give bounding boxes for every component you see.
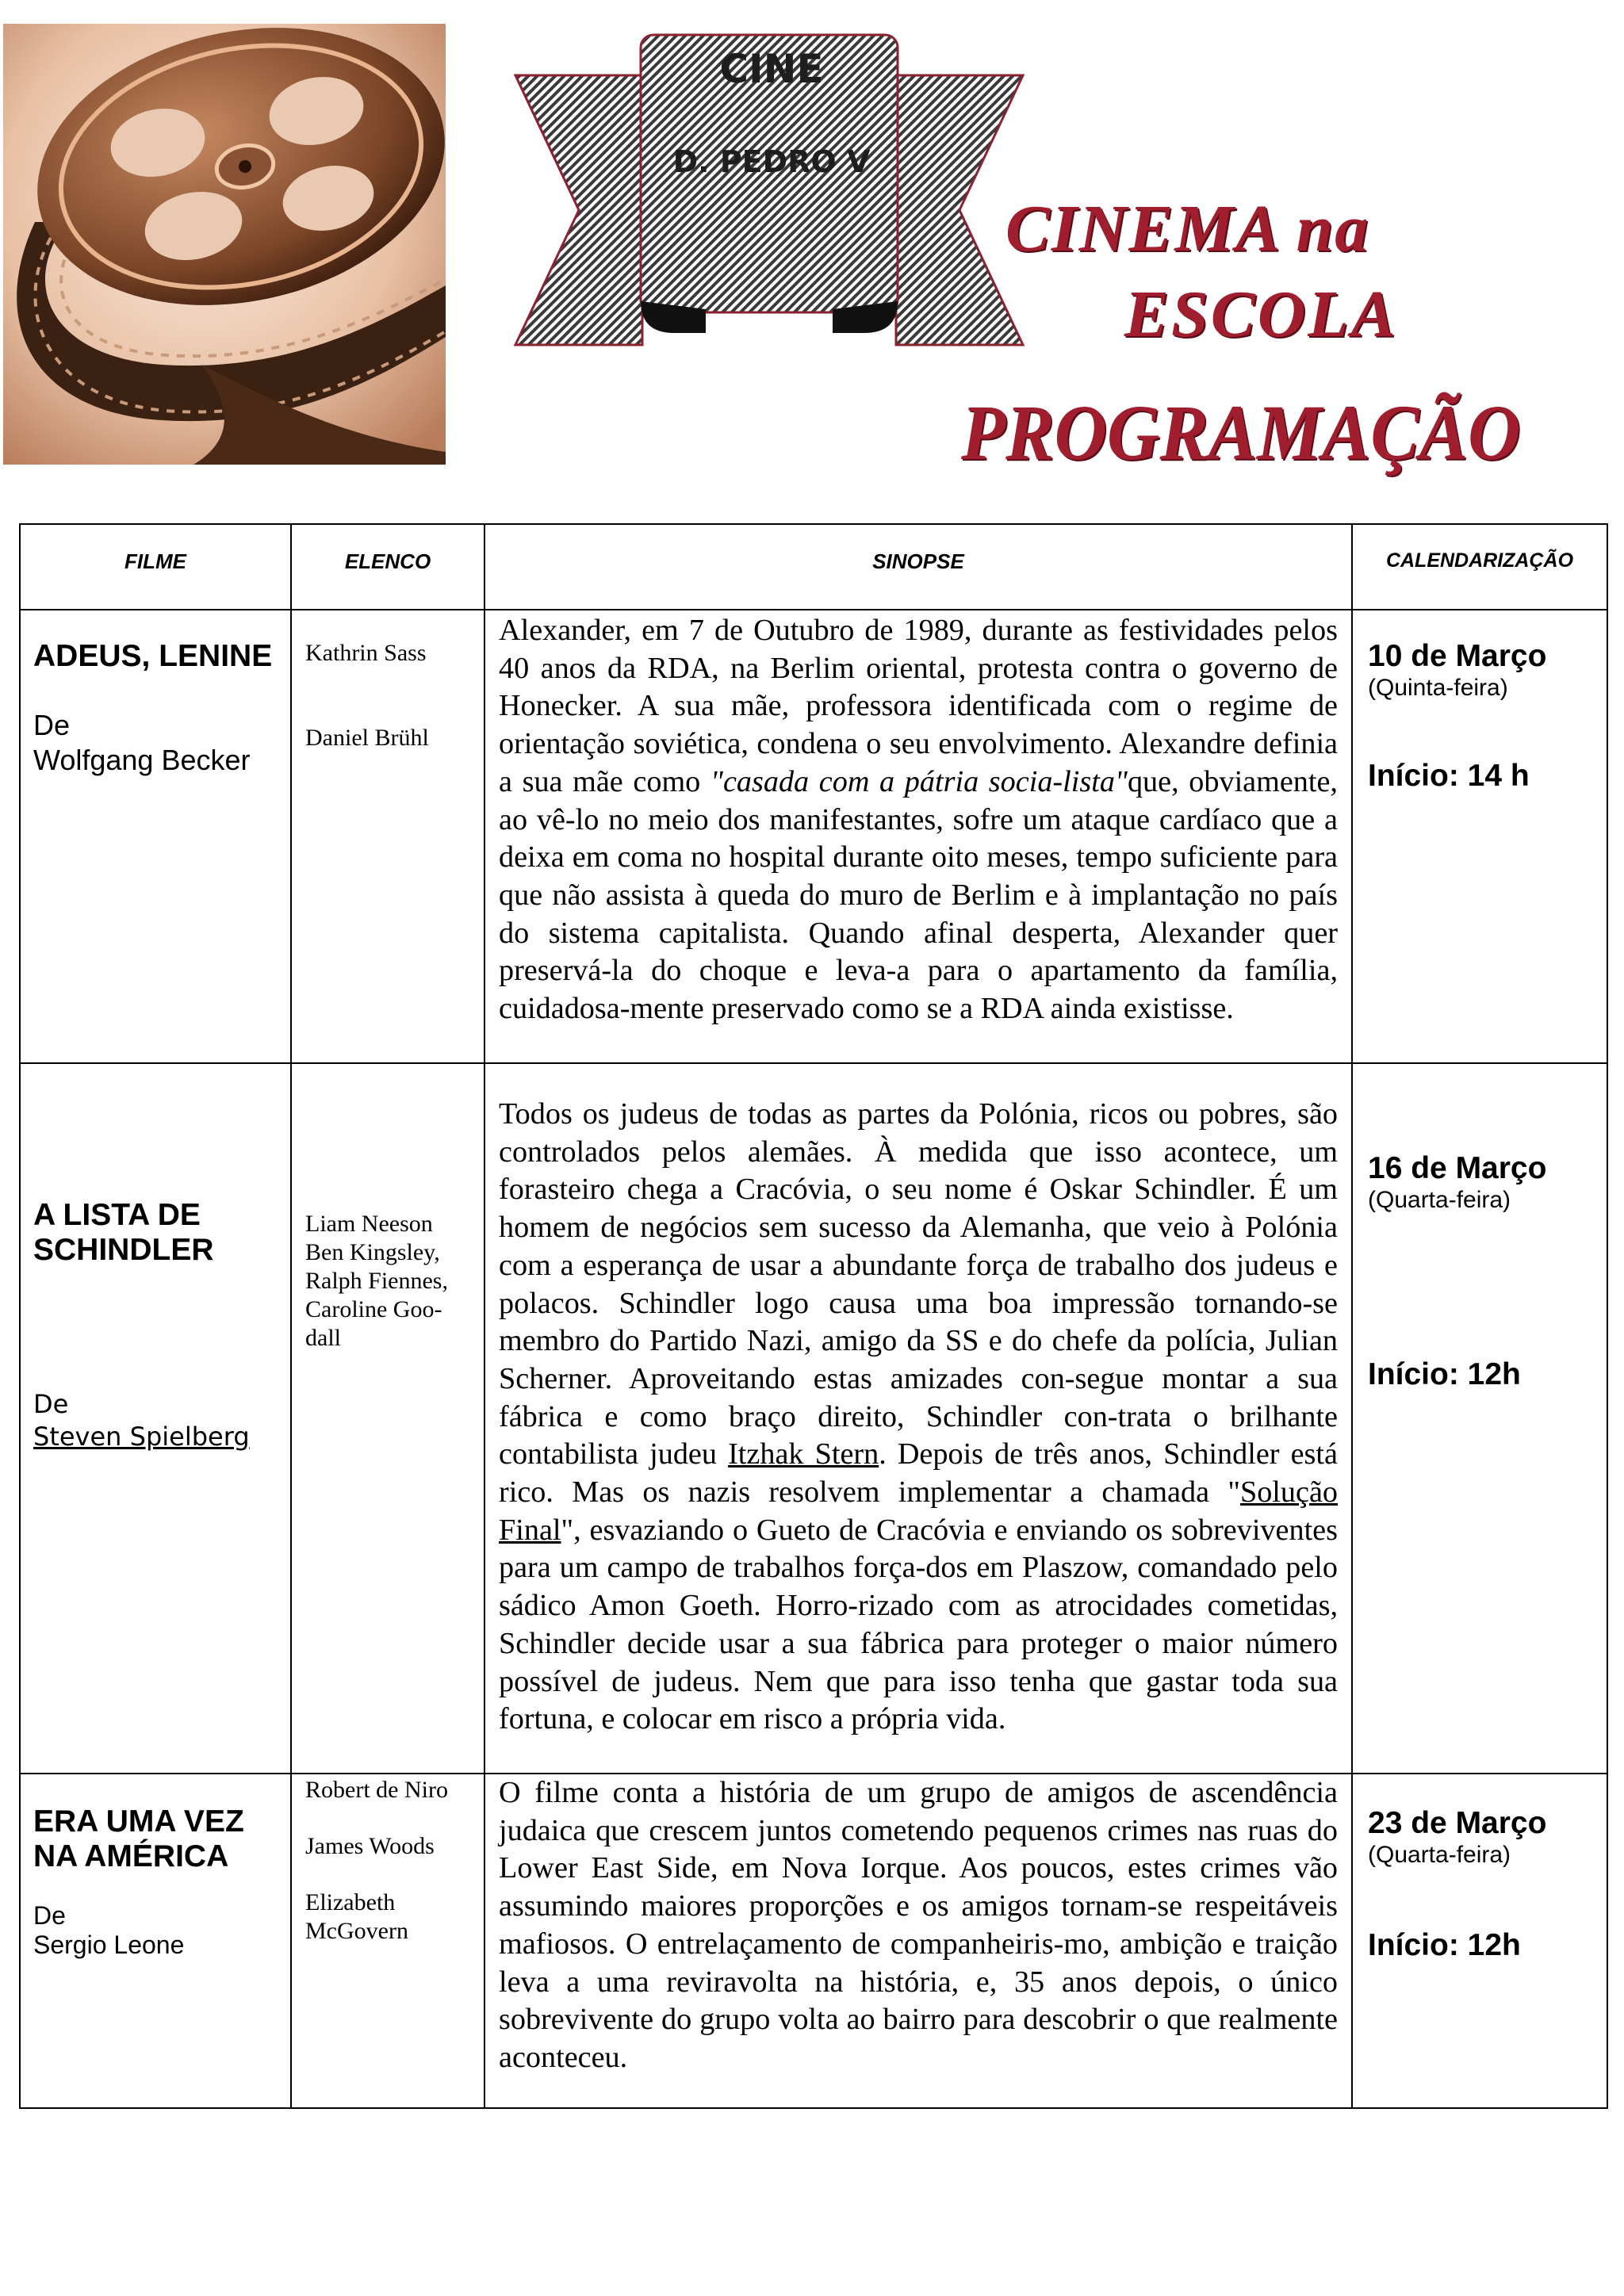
screening-date: 23 de Março <box>1368 1806 1547 1840</box>
column-header-elenco: ELENCO <box>344 549 431 573</box>
synopsis: O filme conta a história de um grupo de amigos de ascendência judaica que crescem juntos cometendo pequenos crimes nas ruas do Lower East Side, em Nova Iorque. Aos poucos, estes crimes vão assumindo maiores proporções e os amigos tornam-se respeitáveis mafiosos. O entrelaçamento de companheiris-mo, ambição e traição leva a uma reviravolta na história, e, 35 anos depois, o único sobrevivente do grupo volta ao bairro para descobrir o que realmente aconteceu. <box>499 1776 1338 2074</box>
film-title: A LISTA DE <box>33 1198 201 1232</box>
screening-time: Início: 14 h <box>1368 759 1530 793</box>
cast-member: Caroline Goo- <box>305 1296 442 1322</box>
director-label: De <box>33 1389 69 1419</box>
film-title-line2: NA AMÉRICA <box>33 1839 229 1873</box>
banner-subtitle: D. PEDRO V <box>672 144 871 179</box>
film-title: ADEUS, LENINE <box>33 639 273 673</box>
screening-date: 16 de Março <box>1368 1151 1547 1185</box>
director-name: Wolfgang Becker <box>33 744 251 776</box>
screening-weekday: (Quarta-feira) <box>1368 1187 1511 1213</box>
screening-weekday: (Quarta-feira) <box>1368 1842 1511 1868</box>
film-title-line2: SCHINDLER <box>33 1233 214 1267</box>
cast-member: Kathrin Sass <box>305 640 427 666</box>
director-label: De <box>33 709 71 741</box>
screening-time: Início: 12h <box>1368 1357 1521 1391</box>
director-name: Sergio Leone <box>33 1931 185 1959</box>
cast-member: Daniel Brühl <box>305 725 429 751</box>
cast-member: James Woods <box>305 1833 435 1859</box>
cast-member: dall <box>305 1325 341 1351</box>
screening-time: Início: 12h <box>1368 1928 1521 1962</box>
heading-escola: ESCOLA <box>1124 277 1398 351</box>
heading-programacao: PROGRAMAÇÃO <box>961 388 1521 476</box>
cast-member: Liam Neeson <box>305 1211 433 1237</box>
film-title: ERA UMA VEZ <box>33 1804 244 1839</box>
cast-member: Ralph Fiennes, <box>305 1268 448 1294</box>
cast-member: Elizabeth <box>305 1889 396 1915</box>
column-header-filme: FILME <box>124 549 186 573</box>
column-header-sinopse: SINOPSE <box>872 549 964 573</box>
link-itzhak-stern[interactable]: Itzhak Stern <box>728 1437 879 1471</box>
link-solucao-final[interactable]: Solução Final <box>499 1475 1338 1547</box>
film-reel-icon <box>3 24 446 465</box>
synopsis: Todos os judeus de todas as partes da Polónia, ricos ou pobres, são controlados pelos alemães. À medida que isso acontece, um forasteiro chega a Cracóvia, o seu nome é Oskar Schindler. É um homem de negócios sem sucesso da Alemanha, que veio à Polónia com a esperança de usar a abundante força de trabalho dos judeus e polacos. Schindler logo causa uma boa impressão tornando-se membro do Partido Nazi, amigo da SS e do chefe da polícia, Julian Scherner. Aproveitando estas amizades con-segue montar a sua fábrica e como braço direito, Schindler con-trata o brilhante contabilista judeu Itzhak Stern. Depois de três anos, Schindler está rico. Mas os nazis resolvem implementar a chamada "Solução Final", esvaziando o Gueto de Cracóvia e enviando os sobreviventes para um campo de trabalhos força-dos em Plaszow, comandado pelo sádico Amon Goeth. Horro-rizado com as atrocidades cometidas, Schindler decide usar a sua fábrica para proteger o maior número possível de judeus. Nem que para isso tenha que gastar toda sua fortuna, e colocar em risco a própria vida. <box>499 1097 1338 1736</box>
cast-member: McGovern <box>305 1918 408 1944</box>
banner-title: CINE <box>719 46 824 92</box>
screening-date: 10 de Março <box>1368 639 1547 673</box>
director-name: Steven Spielberg <box>33 1422 250 1452</box>
cast-member: Ben Kingsley, <box>305 1239 440 1265</box>
cast-member: Robert de Niro <box>305 1777 448 1803</box>
column-header-calendarizacao: CALENDARIZAÇÃO <box>1385 549 1574 572</box>
synopsis: Alexander, em 7 de Outubro de 1989, durante as festividades pelos 40 anos da RDA, na Berlim oriental, protesta contra o governo de Honecker. A sua mãe, professora identificada com o regime de orientação soviética, condena o seu envolvimento. Alexandre definia a sua mãe como "casada com a pátria socia-lista"que, obviamente, ao vê-lo no meio dos manifestantes, sofre um ataque cardíaco que a deixa em coma no hospital durante oito meses, tempo suficiente para que não assista à queda do muro de Berlim e à implantação no país do sistema capitalista. Quando afinal desperta, Alexander quer preservá-la do choque e leva-a para o apartamento da família, cuidadosa-mente preservado como se a RDA ainda existisse. <box>499 614 1338 1026</box>
director-label: De <box>33 1901 66 1930</box>
screening-weekday: (Quinta-feira) <box>1368 675 1508 701</box>
heading-cinema-na: CINEMA na <box>1005 192 1370 266</box>
